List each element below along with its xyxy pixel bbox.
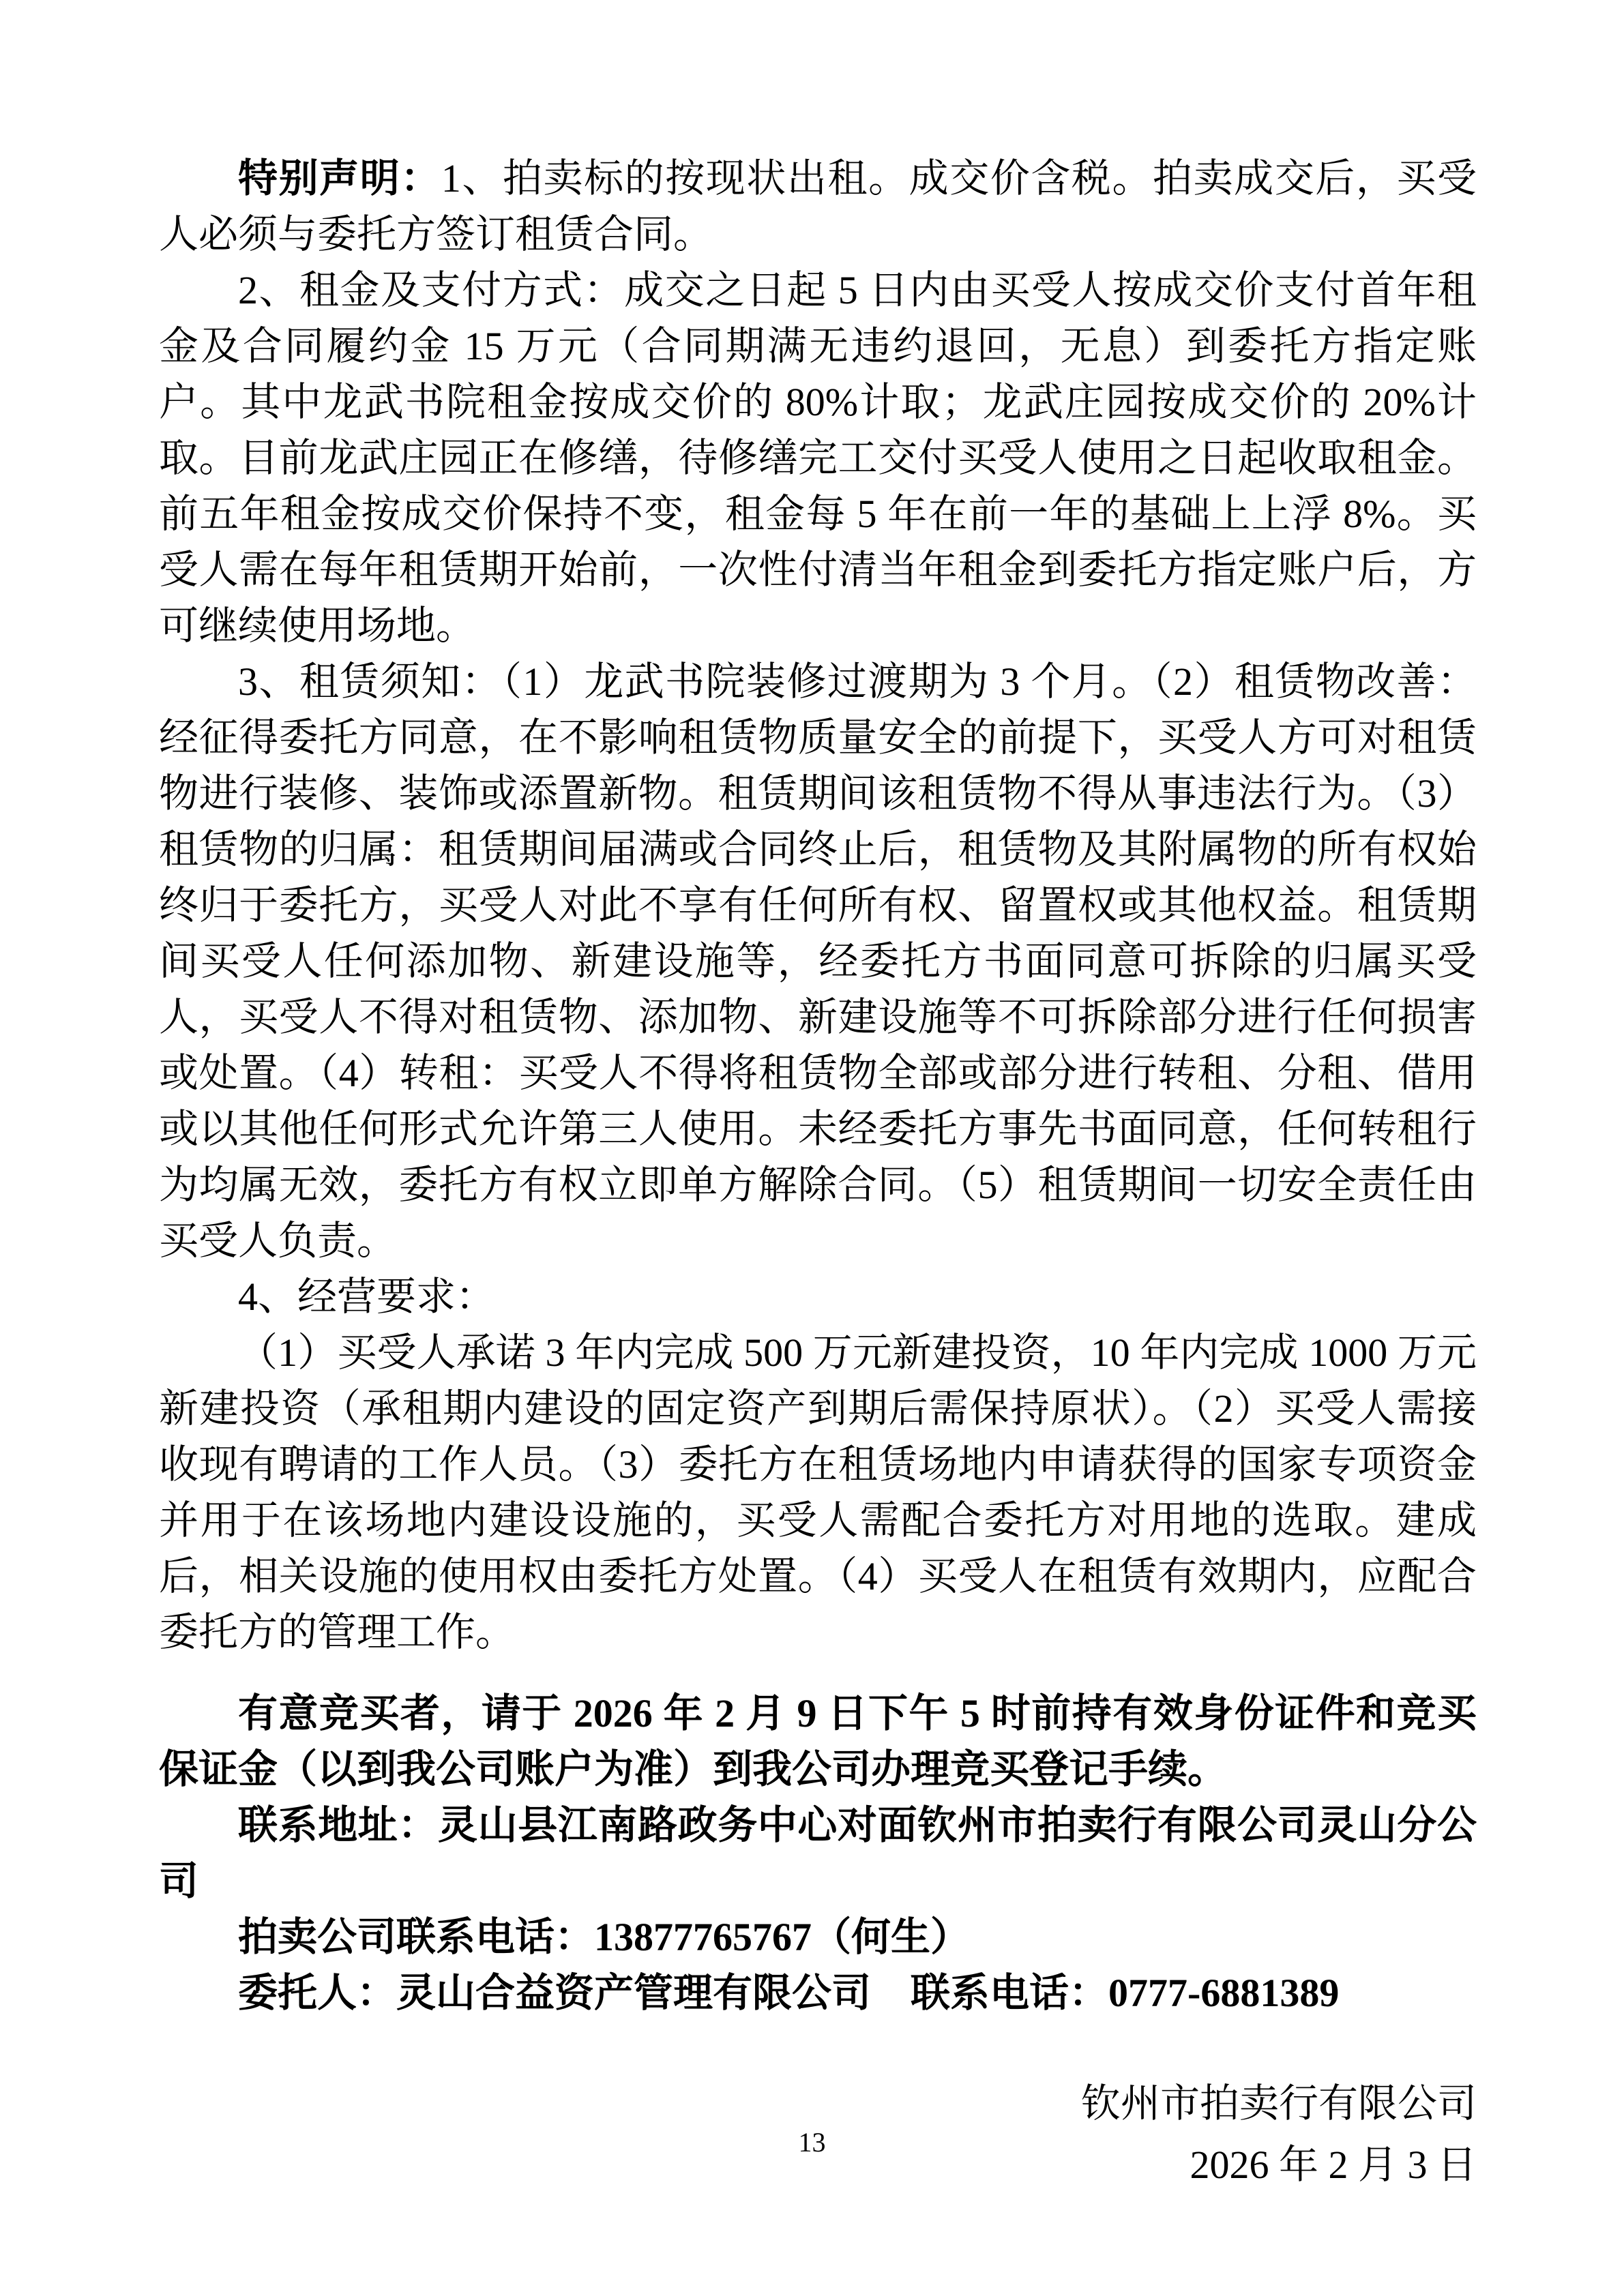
contact-address-line: 联系地址：灵山县江南路政务中心对面钦州市拍卖行有限公司灵山分公司 [159,1803,1477,1903]
signature-date: 2026 年 2 月 3 日 [1190,2143,1477,2187]
page-number: 13 [798,2127,826,2158]
signature-company: 钦州市拍卖行有限公司 [1080,2081,1477,2126]
principal-line: 委托人：灵山合益资产管理有限公司 联系电话：0777-6881389 [238,1971,1340,2015]
document-body [159,151,1477,2196]
special-statement-label: 特别声明： [238,156,441,200]
paragraph-lease-notes: 3、租赁须知：（1）龙武书院装修过渡期为 3 个月。（2）租赁物改善：经征得委托方同意，在不影响租赁物质量安全的前提下，买受人方可对租赁物进行装修、装饰或添置新物。租赁期间该租赁物不得从事违法行为。（3）租赁物的归属：租赁期间届满或合同终止后，租赁物及其附属物的所有权始终归于委托方，买受人对此不享有任何所有权、留置权或其他权益。租赁期间买受人任何添加物、新建设施等，经委托方书面同意可拆除的归属买受人，买受人不得对租赁物、添加物、新建设施等不可拆除部分进行任何损害或处置。（4）转租：买受人不得将租赁物全部或部分进行转租、分租、借用或以其他任何形式允许第三人使用。未经委托方事先书面同意，任何转租行为均属无效，委托方有权立即单方解除合同。（5）租赁期间一切安全责任由买受人负责。 [159,659,1477,1263]
special-statement-text: 1、拍卖标的按现状出租。成交价含税。拍卖成交后，买受人必须与委托方签订租赁合同。 [159,156,1477,256]
paragraph-operation-heading: 4、经营要求： [238,1274,496,1319]
paragraph-special-statement [159,151,1477,263]
paragraph-operation-details: （1）买受人承诺 3 年内完成 500 万元新建投资，10 年内完成 1000 万元新建投资（承租期内建设的固定资产到期后需保持原状）。（2）买受人需接收现有聘请的工作人员。（3）委托方在租赁场地内申请获得的国家专项资金并用于在该场地内建设设施的，买受人需配合委托方对用地的选取。建成后，相关设施的使用权由委托方处置。（4）买受人在租赁有效期内，应配合委托方的管理工作。 [159,1330,1477,1654]
auction-phone-line: 拍卖公司联系电话：13877765767（何生） [238,1915,971,1959]
paragraph-rent-payment: 2、租金及支付方式：成交之日起 5 日内由买受人按成交价支付首年租金及合同履约金 15 万元（合同期满无违约退回，无息）到委托方指定账户。其中龙武书院租金按成交价的 80%计取；龙武庄园按成交价的 20%计取。目前龙武庄园正在修缮，待修缮完工交付买受人使用之日起收取租金。前五年租金按成交价保持不变，租金每 5 年在前一年的基础上上浮 8%。买受人需在每年租赁期开始前，一次性付清当年租金到委托方指定账户后，方可继续使用场地。 [159,268,1477,648]
paragraph-bidder-notice: 有意竞买者，请于 2026 年 2 月 9 日下午 5 时前持有效身份证件和竞买保证金（以到我公司账户为准）到我公司办理竞买登记手续。 [159,1691,1477,1791]
